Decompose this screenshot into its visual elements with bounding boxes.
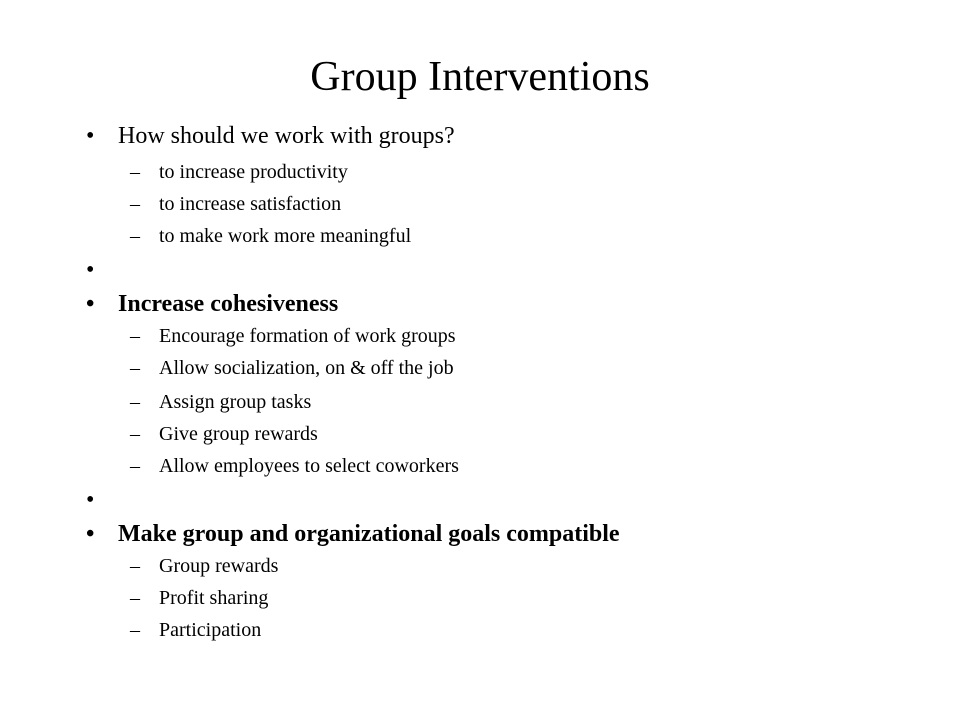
- dash-icon: –: [130, 161, 140, 183]
- sub-item: [0, 390, 960, 414]
- dash-icon: –: [130, 391, 140, 413]
- dash-icon: –: [130, 225, 140, 247]
- dash-icon: –: [130, 357, 140, 379]
- bullet-icon: •: [86, 521, 95, 547]
- dash-icon: –: [130, 423, 140, 445]
- sub-item-text: Give group rewards: [159, 423, 318, 445]
- dash-icon: –: [130, 619, 140, 641]
- dash-icon: –: [130, 455, 140, 477]
- sub-item: [0, 554, 960, 578]
- bullet-item: [0, 122, 960, 150]
- sub-item-text: Allow socialization, on & off the job: [159, 357, 454, 379]
- sub-item: [0, 586, 960, 610]
- dash-icon: –: [130, 193, 140, 215]
- sub-item-text: Assign group tasks: [159, 391, 312, 413]
- sub-item: [0, 356, 960, 380]
- sub-item-text: Allow employees to select coworkers: [159, 455, 459, 477]
- sub-item: [0, 618, 960, 642]
- empty-bullet-item: [0, 486, 960, 514]
- sub-item: [0, 324, 960, 348]
- section-heading: Increase cohesiveness: [118, 291, 339, 317]
- bullet-item: [0, 290, 960, 318]
- sub-item: [0, 422, 960, 446]
- bullet-icon: •: [86, 487, 95, 513]
- sub-item-text: to increase productivity: [159, 161, 348, 183]
- section-heading: Make group and organizational goals compatible: [118, 521, 620, 547]
- sub-item-text: Group rewards: [159, 555, 279, 577]
- sub-item-text: to make work more meaningful: [159, 225, 412, 247]
- sub-item-text: Participation: [159, 619, 262, 641]
- sub-item-text: to increase satisfaction: [159, 193, 342, 215]
- section-heading: How should we work with groups?: [118, 123, 455, 149]
- dash-icon: –: [130, 555, 140, 577]
- sub-item: [0, 224, 960, 248]
- bullet-icon: •: [86, 291, 95, 317]
- dash-icon: –: [130, 587, 140, 609]
- bullet-icon: •: [86, 257, 95, 283]
- slide-title: Group Interventions: [310, 54, 650, 100]
- sub-item: [0, 454, 960, 478]
- sub-item-text: Encourage formation of work groups: [159, 325, 456, 347]
- sub-item: [0, 160, 960, 184]
- empty-bullet-item: [0, 256, 960, 284]
- dash-icon: –: [130, 325, 140, 347]
- bullet-item: [0, 520, 960, 548]
- bullet-icon: •: [86, 123, 95, 149]
- sub-item-text: Profit sharing: [159, 587, 269, 609]
- sub-item: [0, 192, 960, 216]
